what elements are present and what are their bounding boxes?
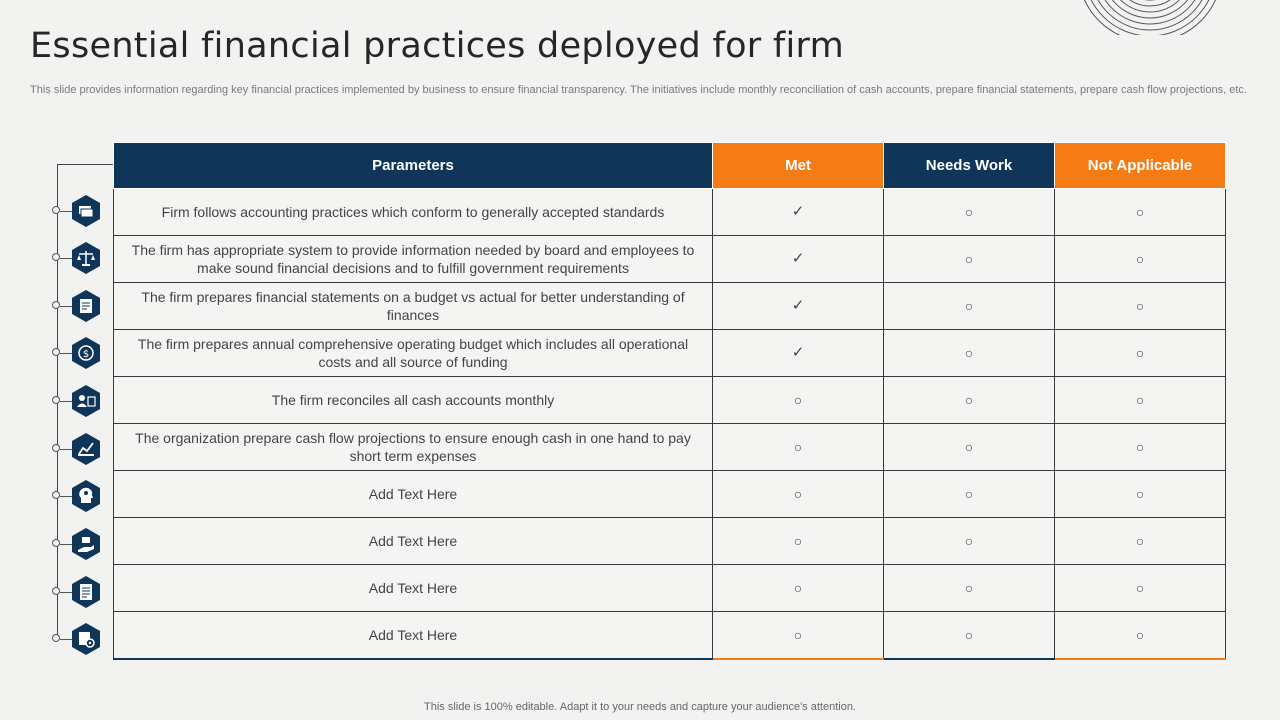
timeline-spine-top bbox=[57, 164, 114, 165]
dollar-coin-icon bbox=[71, 337, 101, 369]
page-subtitle: This slide provides information regarding key financial practices implemented by business to ensure financial transparency. The initiatives include monthly reconciliation of cash accounts, prepare financial statements, prepare cash flow projections, etc. bbox=[30, 84, 1247, 96]
met-cell: ✓ bbox=[713, 283, 884, 330]
header-parameters: Parameters bbox=[114, 143, 713, 189]
growth-chart-icon bbox=[71, 433, 101, 465]
needs-work-cell: ○ bbox=[884, 471, 1055, 518]
parameter-cell: The firm has appropriate system to provide information needed by board and employees to make sound financial decisions and to fulfill government requirements bbox=[114, 236, 713, 283]
money-stack-icon bbox=[71, 195, 101, 227]
parameter-cell: Add Text Here bbox=[114, 471, 713, 518]
hand-money-icon bbox=[71, 528, 101, 560]
met-cell: ○ bbox=[713, 424, 884, 471]
table-row bbox=[114, 377, 1226, 424]
not-applicable-cell: ○ bbox=[1055, 612, 1226, 660]
met-cell: ○ bbox=[713, 612, 884, 660]
settings-report-icon bbox=[71, 623, 101, 655]
financial-statement-icon bbox=[71, 290, 101, 322]
parameter-cell: The organization prepare cash flow projections to ensure enough cash in one hand to pay short term expenses bbox=[114, 424, 713, 471]
not-applicable-cell: ○ bbox=[1055, 471, 1226, 518]
table-row bbox=[114, 518, 1226, 565]
table-row bbox=[114, 283, 1226, 330]
parameter-cell: Add Text Here bbox=[114, 612, 713, 660]
not-applicable-cell: ○ bbox=[1055, 377, 1226, 424]
head-idea-icon bbox=[71, 480, 101, 512]
parameter-cell: The firm prepares financial statements on a budget vs actual for better understanding of finances bbox=[114, 283, 713, 330]
balance-scale-icon bbox=[71, 242, 101, 274]
table-row bbox=[114, 612, 1226, 660]
table-row bbox=[114, 471, 1226, 518]
not-applicable-cell: ○ bbox=[1055, 236, 1226, 283]
needs-work-cell: ○ bbox=[884, 283, 1055, 330]
table-row bbox=[114, 424, 1226, 471]
needs-work-cell: ○ bbox=[884, 612, 1055, 660]
parameter-cell: The firm prepares annual comprehensive operating budget which includes all operational costs and all source of funding bbox=[114, 330, 713, 377]
needs-work-cell: ○ bbox=[884, 518, 1055, 565]
needs-work-cell: ○ bbox=[884, 236, 1055, 283]
table-header-row bbox=[114, 143, 1226, 189]
page-title: Essential financial practices deployed for firm bbox=[30, 26, 845, 66]
header-met: Met bbox=[713, 143, 884, 189]
not-applicable-cell: ○ bbox=[1055, 518, 1226, 565]
document-list-icon bbox=[71, 576, 101, 608]
table-row bbox=[114, 330, 1226, 377]
needs-work-cell: ○ bbox=[884, 565, 1055, 612]
met-cell: ○ bbox=[713, 565, 884, 612]
footer-note: This slide is 100% editable. Adapt it to your needs and capture your audience's attention. bbox=[424, 701, 856, 713]
table-row bbox=[114, 189, 1226, 236]
table-row bbox=[114, 565, 1226, 612]
met-cell: ✓ bbox=[713, 189, 884, 236]
not-applicable-cell: ○ bbox=[1055, 424, 1226, 471]
parameter-cell: Firm follows accounting practices which conform to generally accepted standards bbox=[114, 189, 713, 236]
table-row bbox=[114, 236, 1226, 283]
decorative-rings bbox=[1070, 0, 1230, 35]
svg-text:$: $ bbox=[82, 349, 90, 360]
parameter-cell: The firm reconciles all cash accounts monthly bbox=[114, 377, 713, 424]
not-applicable-cell: ○ bbox=[1055, 283, 1226, 330]
needs-work-cell: ○ bbox=[884, 424, 1055, 471]
header-not-applicable: Not Applicable bbox=[1055, 143, 1226, 189]
header-needs-work: Needs Work bbox=[884, 143, 1055, 189]
needs-work-cell: ○ bbox=[884, 189, 1055, 236]
parameter-cell: Add Text Here bbox=[114, 565, 713, 612]
met-cell: ○ bbox=[713, 471, 884, 518]
met-cell: ✓ bbox=[713, 236, 884, 283]
met-cell: ✓ bbox=[713, 330, 884, 377]
not-applicable-cell: ○ bbox=[1055, 565, 1226, 612]
needs-work-cell: ○ bbox=[884, 377, 1055, 424]
met-cell: ○ bbox=[713, 518, 884, 565]
met-cell: ○ bbox=[713, 377, 884, 424]
not-applicable-cell: ○ bbox=[1055, 330, 1226, 377]
practices-table bbox=[113, 142, 1226, 660]
parameter-cell: Add Text Here bbox=[114, 518, 713, 565]
user-payment-icon bbox=[71, 385, 101, 417]
needs-work-cell: ○ bbox=[884, 330, 1055, 377]
not-applicable-cell: ○ bbox=[1055, 189, 1226, 236]
